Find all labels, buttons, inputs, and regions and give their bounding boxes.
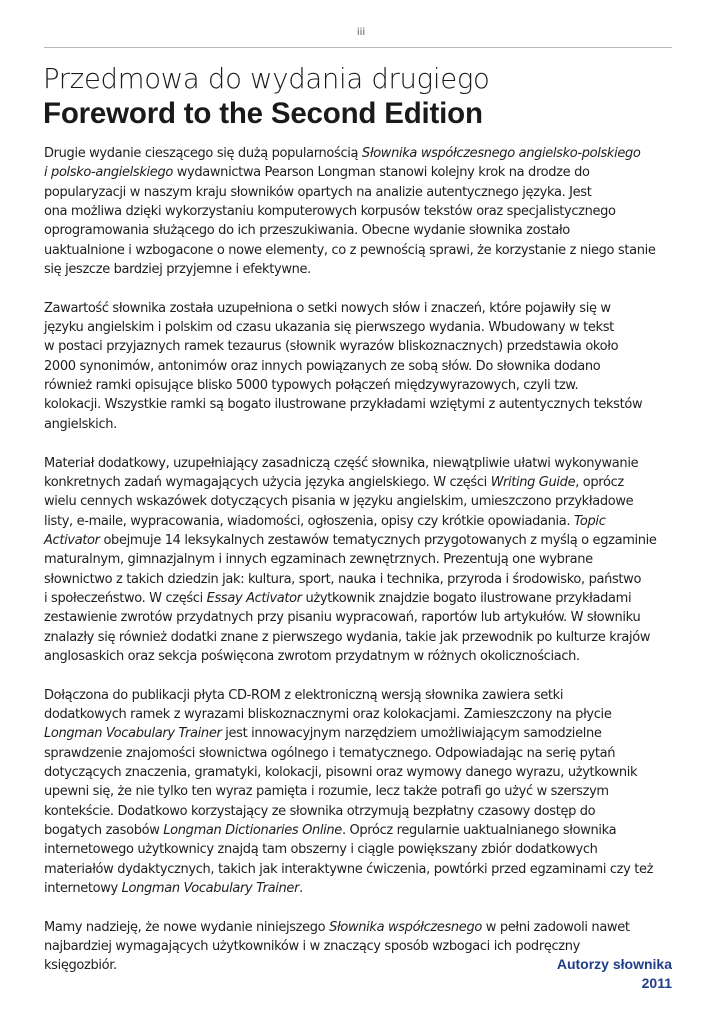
text-line	[44, 395, 680, 414]
text-line	[44, 163, 680, 182]
text-line	[44, 202, 680, 221]
page-number: iii	[356, 27, 366, 38]
text-run: anglosaskich oraz sekcja poświęcona zwrotom przydatnym w różnych okolicznościach.	[44, 648, 580, 664]
text-run: jest innowacyjnym narzędziem umożliwiającym samodzielne	[221, 726, 602, 742]
text-line	[44, 705, 680, 724]
text-run: Drugie wydanie cieszącego się dużą popularnością	[44, 146, 362, 161]
text-run: bogatych zasobów	[44, 823, 164, 839]
italic-text: Topic	[573, 513, 606, 529]
text-line	[44, 647, 680, 666]
text-run: również ramki opisujące blisko 5000 typowych połączeń międzywyrazowych, czyli tzw.	[44, 378, 579, 394]
text-line	[44, 589, 680, 608]
italic-text: Writing Guide	[490, 474, 576, 490]
text-run: znalazły się również dodatki znane z pierwszego wydania, takie jak przewodnik po kulturze krajów	[44, 629, 651, 645]
text-line	[44, 918, 680, 937]
text-line	[44, 782, 680, 801]
text-run: księgozbiór.	[44, 958, 117, 974]
title-english: Foreword to the Second Edition	[43, 97, 483, 130]
text-line	[44, 260, 680, 279]
text-run: 2000 synonimów, antonimów oraz innych powiązanych ze sobą słów. Do słownika dodano	[44, 358, 601, 374]
text-line	[44, 357, 680, 376]
text-run: i społeczeństwo. W części	[44, 590, 207, 606]
text-line	[44, 763, 680, 782]
text-run: dotyczących znaczenia, gramatyki, kolokacji, pisowni oraz wymowy danego wyrazu, użytkownik	[44, 765, 638, 780]
text-run: maturalnym, gimnazjalnym i innych egzaminach zewnętrznych. Prezentują one wybrane	[44, 552, 593, 568]
text-line	[44, 144, 680, 163]
text-line	[44, 318, 680, 337]
text-line	[44, 570, 680, 589]
text-run: , oprócz	[575, 474, 624, 490]
text-line	[44, 299, 680, 318]
text-line	[44, 937, 680, 956]
paragraph	[44, 454, 680, 667]
text-run: języku angielskim i polskim od czasu ukazania się pierwszego wydania. Wbudowany w tekst	[44, 320, 614, 336]
text-line	[44, 860, 680, 879]
text-run: użytkownik znajdzie bogato ilustrowane przykładami	[301, 590, 632, 606]
text-run: .	[299, 881, 303, 897]
foreword-body	[44, 144, 680, 995]
text-run: ona możliwa dzięki wykorzystaniu komputerowych korpusów tekstów oraz specjalistycznego	[44, 204, 616, 220]
italic-text: Activator	[44, 532, 100, 548]
italic-text: Słownika współczesnego	[329, 919, 482, 935]
text-run: kolokacji. Wszystkie ramki są bogato ilustrowane przykładami wziętymi z autentycznych tekstów	[44, 397, 643, 413]
text-line	[44, 337, 680, 356]
italic-text: Longman Vocabulary Trainer	[121, 881, 300, 897]
italic-text: i polsko-angielskiego	[44, 165, 173, 181]
text-run: internetowy	[44, 881, 122, 897]
text-line	[44, 724, 680, 743]
text-line	[44, 531, 680, 550]
text-line	[44, 241, 680, 260]
text-run: obejmuje 14 leksykalnych zestawów tematycznych przygotowanych z myślą o egzaminie	[99, 532, 657, 548]
text-line	[44, 608, 680, 627]
text-run: listy, e-maile, wypracowania, wiadomości, ogłoszenia, opisy czy krótkie opowiadania.	[44, 513, 574, 529]
text-line	[44, 821, 680, 840]
text-run: konkretnych zadań wymagających użycia języka angielskiego. W części	[44, 474, 491, 490]
text-run: popularyzacji w naszym kraju słowników opartych na analizie autentycznego języka. Jest	[44, 184, 592, 200]
text-run: wydawnictwa Pearson Longman stanowi kolejny krok na drodze do	[172, 165, 590, 181]
text-line	[44, 879, 680, 898]
text-line	[44, 550, 680, 569]
text-run: oprogramowania służącego do ich przeszukiwania. Obecne wydanie słownika zostało	[44, 223, 570, 239]
text-line	[44, 628, 680, 647]
italic-text: Longman Dictionaries Online	[163, 823, 342, 839]
text-line	[44, 840, 680, 859]
text-run: Materiał dodatkowy, uzupełniający zasadniczą część słownika, niewątpliwie ułatwi wykonywanie	[44, 455, 639, 471]
text-line	[44, 415, 680, 434]
text-run: słownictwo z takich dziedzin jak: kultura, sport, nauka i technika, przyroda i środowisko, państwo	[44, 571, 642, 587]
italic-text: Essay Activator	[206, 590, 302, 606]
text-line	[44, 802, 680, 821]
header-divider	[44, 47, 672, 48]
text-line	[44, 512, 680, 531]
italic-text: Longman Vocabulary Trainer	[44, 726, 222, 742]
text-run: upewni się, że nie tylko ten wyraz pamięta i rozumie, lecz także potrafi go użyć w szerszym	[44, 784, 609, 800]
text-line	[44, 376, 680, 395]
text-run: dodatkowych ramek z wyrazami bliskoznacznymi oraz kolokacjami. Zamieszczony na płycie	[44, 706, 612, 722]
text-line	[44, 744, 680, 763]
signature-year: 2011	[641, 975, 672, 991]
text-run: . Oprócz regularnie uaktualnianego słownika	[341, 823, 617, 839]
text-line	[44, 686, 680, 705]
text-line	[44, 454, 680, 473]
paragraph	[44, 686, 680, 899]
text-run: sprawdzenie znajomości słownictwa ogólnego i tematycznego. Odpowiadając na serię pytań	[44, 745, 616, 761]
text-run: wielu cennych wskazówek dotyczących pisania w języku angielskim, umieszczono przykładowe	[44, 494, 634, 510]
paragraph	[44, 299, 680, 434]
text-run: internetowego użytkownicy znajdą tam obszerny i ciągle powiększany zbiór dodatkowych	[44, 842, 598, 858]
text-run: angielskich.	[44, 416, 117, 432]
text-run: w postaci przyjaznych ramek tezaurus (słownik wyrazów bliskoznacznych) przedstawia około	[44, 339, 619, 355]
text-line	[44, 221, 680, 240]
paragraph	[44, 144, 680, 279]
title-polish: Przedmowa do wydania drugiego	[43, 63, 490, 95]
text-run: kontekście. Dodatkowo korzystający ze słownika otrzymują bezpłatny czasowy dostęp do	[44, 803, 596, 819]
text-line	[44, 183, 680, 202]
signature	[557, 955, 672, 993]
text-line	[44, 473, 680, 492]
text-run: się jeszcze bardziej przyjemne i efektywne.	[44, 262, 311, 278]
text-run: Mamy nadzieję, że nowe wydanie niniejszego	[44, 919, 330, 935]
text-run: uaktualnione i wzbogacone o nowe elementy, co z pewnością sprawi, że korzystanie z niego stanie	[44, 242, 656, 258]
text-run: w pełni zadowoli nawet	[481, 919, 630, 935]
signature-author: Autorzy słownika	[556, 956, 672, 972]
text-run: najbardziej wymagających użytkowników i w znaczący sposób wzbogaci ich podręczny	[44, 939, 580, 955]
text-run: materiałów dydaktycznych, takich jak interaktywne ćwiczenia, powtórki przed egzaminami czy też	[44, 861, 654, 877]
text-run: zestawienie zwrotów przydatnych przy pisaniu wypracowań, raportów lub artykułów. W słowniku	[44, 610, 641, 626]
italic-text: Słownika współczesnego angielsko-polskiego	[361, 146, 641, 161]
text-run: Dołączona do publikacji płyta CD-ROM z elektroniczną wersją słownika zawiera setki	[44, 687, 564, 703]
text-line	[44, 492, 680, 511]
text-run: Zawartość słownika została uzupełniona o setki nowych słów i znaczeń, które pojawiły się w	[44, 300, 611, 316]
